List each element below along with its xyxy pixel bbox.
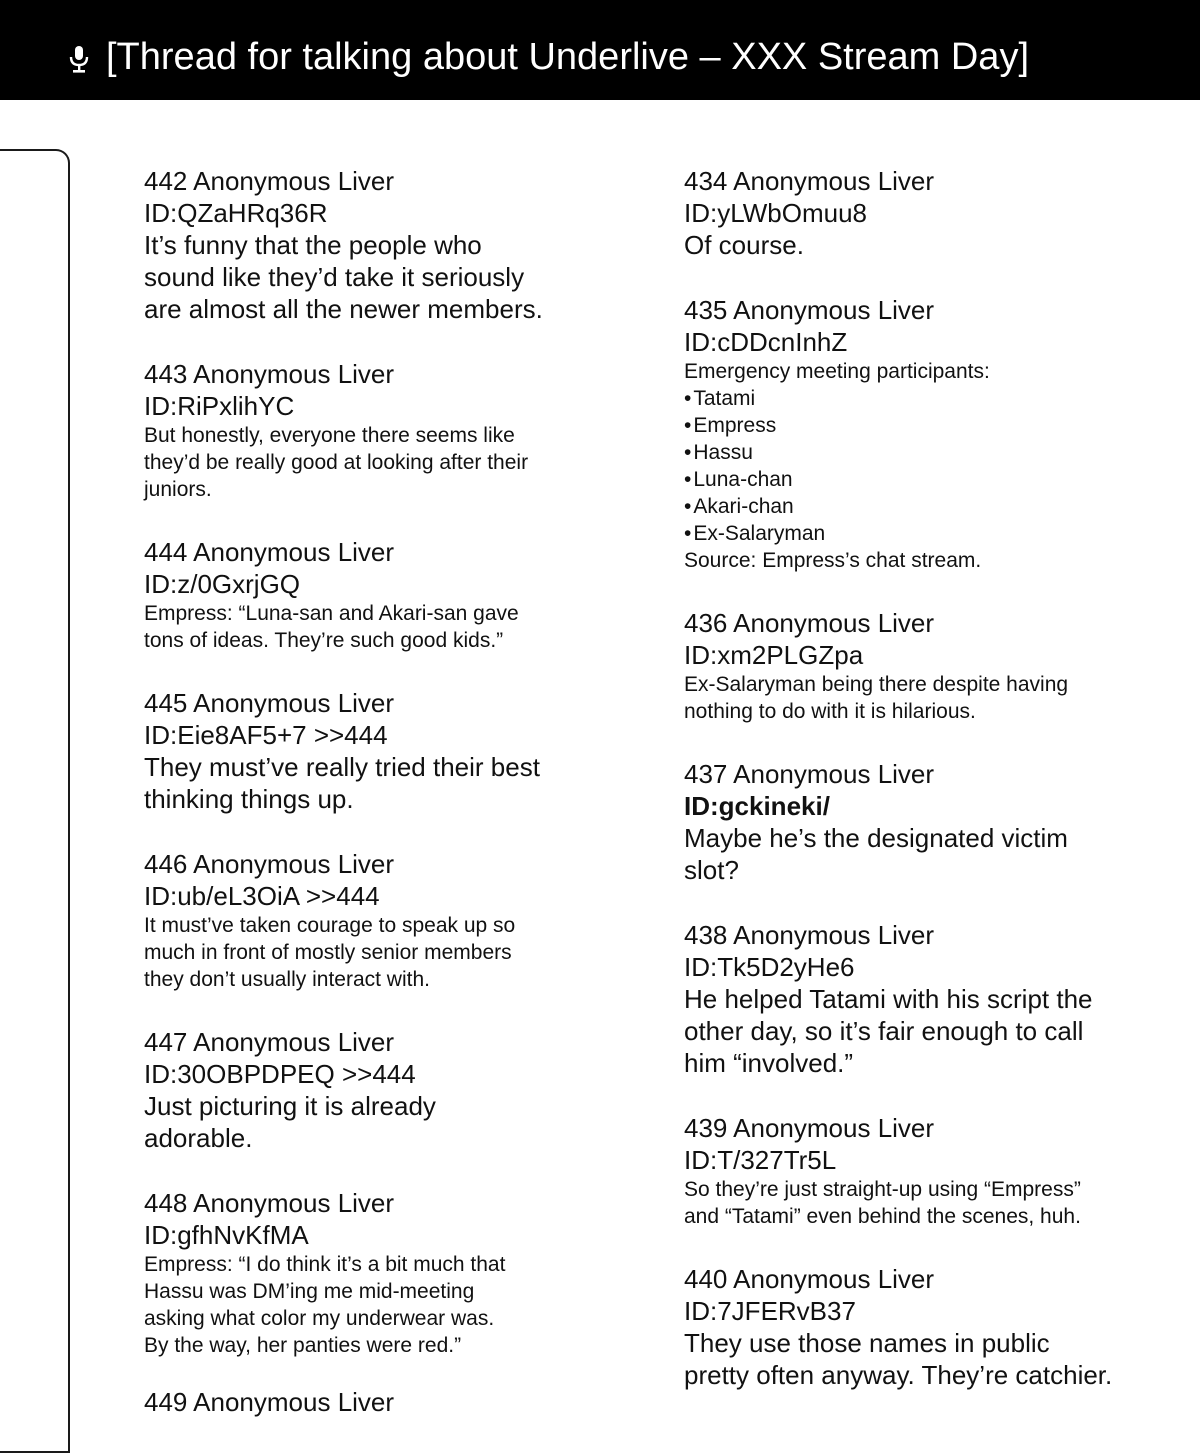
post-header: 440 Anonymous Liver [684,1264,935,1294]
post-436 [684,607,1184,725]
post-434 [684,165,1184,261]
post-body: They must’ve really tried their best thinking things up. [144,752,540,814]
post-447 [144,1026,614,1154]
microphone-icon [68,46,90,74]
post-body: But honestly, everyone there seems like they’d be really good at looking after their juniors. [144,424,529,501]
post-id: ID:gfhNvKfMA [144,1220,309,1250]
post-body: So they’re just straight-up using “Empress” and “Tatami” even behind the scenes, huh. [684,1178,1081,1228]
post-448 [144,1187,614,1359]
post-body: He helped Tatami with his script the other day, so it’s fair enough to call him “involved.” [684,984,1093,1078]
post-id: ID:30OBPDPEQ >>444 [144,1059,416,1089]
post-id: ID:gckineki/ [684,791,830,821]
post-439 [684,1112,1184,1230]
thread-title: [Thread for talking about Underlive – XXX Stream Day] [106,36,1030,78]
participant-item: • Hassu [684,439,1184,466]
post-id: ID:QZaHRq36R [144,198,328,228]
cutoff-post-header: 449 Anonymous Liver [144,1387,395,1417]
post-id: ID:T/327Tr5L [684,1145,837,1175]
post-header: 447 Anonymous Liver [144,1027,395,1057]
post-id: ID:yLWbOmuu8 [684,198,868,228]
post-header: 442 Anonymous Liver [144,166,395,196]
post-body: Of course. [684,230,804,260]
post-header: 438 Anonymous Liver [684,920,935,950]
participant-item: • Tatami [684,385,1184,412]
post-id: ID:ub/eL3OiA >>444 [144,881,380,911]
right-column [684,165,1184,1391]
participant-item: • Luna-chan [684,466,1184,493]
post-438 [684,919,1184,1079]
page-frame [0,149,70,1453]
post-445 [144,687,614,815]
post-header: 446 Anonymous Liver [144,849,395,879]
left-column [144,165,614,1359]
post-body: It’s funny that the people who sound like they’d take it seriously are almost all the newer members. [144,230,543,324]
thread-header [0,0,1200,100]
post-id: ID:Tk5D2yHe6 [684,952,855,982]
post-body: Empress: “Luna-san and Akari-san gave tons of ideas. They’re such good kids.” [144,602,519,652]
participant-item: • Empress [684,412,1184,439]
post-header: 437 Anonymous Liver [684,759,935,789]
post-body: They use those names in public pretty often anyway. They’re catchier. [684,1328,1113,1390]
participant-item: • Akari-chan [684,493,1184,520]
post-id: ID:xm2PLGZpa [684,640,864,670]
post-446 [144,848,614,993]
post-id: ID:z/0GxrjGQ [144,569,301,599]
post-443 [144,358,614,503]
post-body: Empress: “I do think it’s a bit much that Hassu was DM’ing me mid-meeting asking what color my underwear was. By the way, her panties were red.” [144,1253,506,1357]
post-header: 435 Anonymous Liver [684,295,935,325]
post-intro: Emergency meeting participants: [684,360,990,383]
post-header: 445 Anonymous Liver [144,688,395,718]
post-body: Ex-Salaryman being there despite having nothing to do with it is hilarious. [684,673,1069,723]
post-id: ID:7JFERvB37 [684,1296,856,1326]
post-header: 439 Anonymous Liver [684,1113,935,1143]
post-header: 448 Anonymous Liver [144,1188,395,1218]
post-header: 443 Anonymous Liver [144,359,395,389]
post-body: Just picturing it is already adorable. [144,1091,436,1153]
post-id: ID:cDDcnInhZ [684,327,848,357]
post-source: Source: Empress’s chat stream. [684,549,982,572]
participant-item: • Ex-Salaryman [684,520,1184,547]
post-444 [144,536,614,654]
post-header: 436 Anonymous Liver [684,608,935,638]
post-435 [684,294,1184,574]
post-header: 434 Anonymous Liver [684,166,935,196]
post-437 [684,758,1184,886]
post-body: It must’ve taken courage to speak up so much in front of mostly senior members they don’t usually interact with. [144,914,516,991]
post-body: Maybe he’s the designated victim slot? [684,823,1068,885]
post-id: ID:RiPxlihYC [144,391,295,421]
post-header: 444 Anonymous Liver [144,537,395,567]
post-id: ID:Eie8AF5+7 >>444 [144,720,388,750]
post-442 [144,165,614,325]
post-440 [684,1263,1184,1391]
